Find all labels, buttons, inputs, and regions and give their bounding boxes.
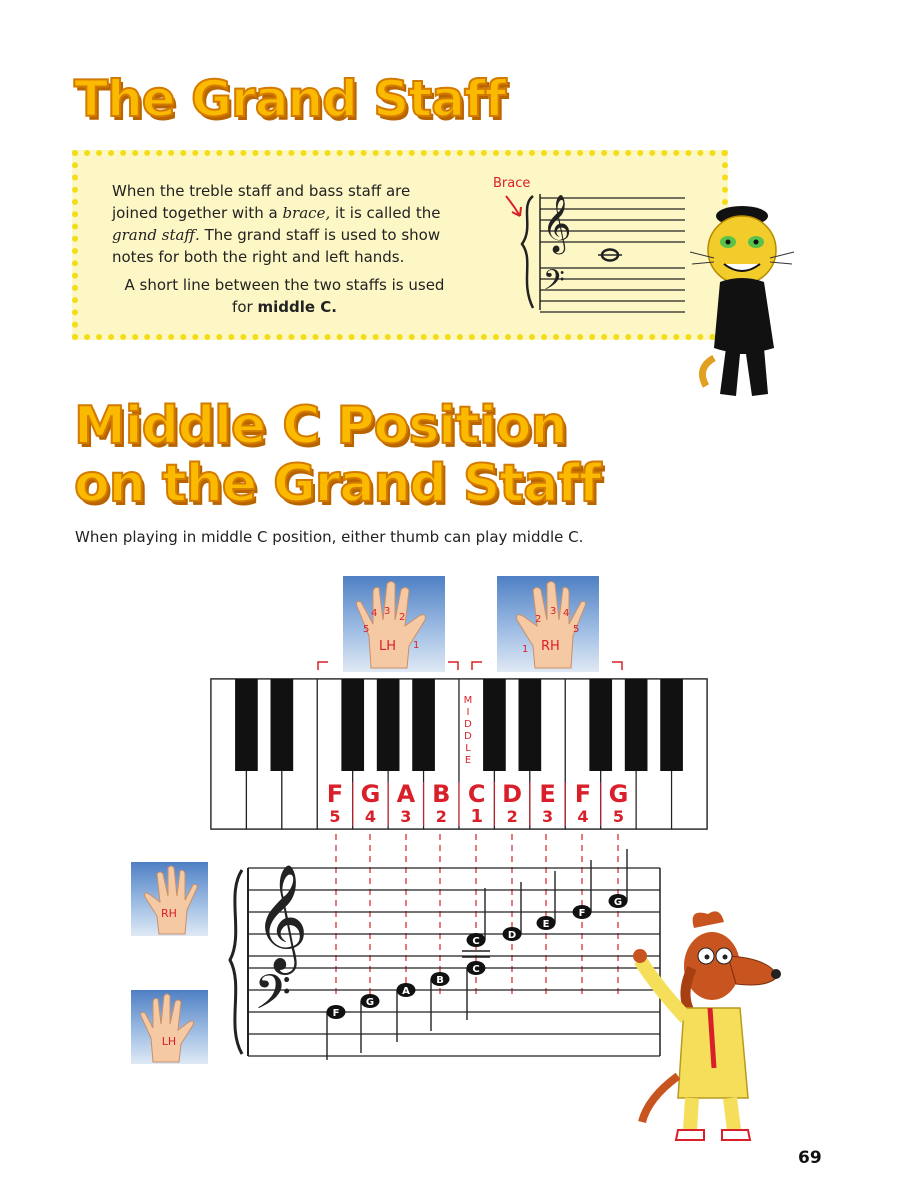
info-text-brace-term: brace, [282,204,331,222]
middle-letter: I [466,707,470,718]
black-key [235,679,258,771]
key-labels [327,780,628,827]
info-text-grand-staff-term: grand staff. [112,226,200,244]
small-grand-staff [500,178,690,328]
brace-icon [522,196,533,308]
dog-character-illustration [628,908,784,1144]
intro-sentence: When playing in middle C position, either thumb can play middle C. [75,528,584,546]
info-paragraph-2 [112,274,457,318]
info-text-segment: it is called the [330,204,441,222]
middle-letter: E [464,755,472,766]
key-finger-label: 2 [506,807,518,826]
note-letter: F [332,1008,340,1019]
key-note-label: A [396,780,416,808]
key-note-label: G [608,780,629,808]
key-finger-label: 5 [329,807,341,826]
note-letter: G [613,897,623,908]
key-finger-label: 1 [470,806,483,827]
grand-staff-brace-icon [230,870,242,1054]
left-hand-side-card [131,990,208,1064]
black-key [483,679,506,771]
bass-clef-icon: 𝄢 [543,264,565,304]
info-text-segment: A short line between the two staffs is used for [124,276,445,316]
rh-finger-1: 1 [522,644,529,655]
key-finger-label: 2 [435,807,447,826]
black-key [660,679,683,771]
bass-staff [248,968,660,1056]
note-letter: B [436,975,444,986]
lh-side-label: LH [161,1035,177,1048]
middle-letter: L [465,743,471,754]
info-text-segment: When the treble staff and bass staff are joined together with a [112,182,411,222]
position-brackets [300,656,640,676]
middle-letter: D [464,731,472,742]
treble-clef-icon: 𝄞 [542,194,572,252]
middle-letter: D [464,719,472,730]
lh-finger-4: 4 [371,608,378,619]
rh-finger-4: 4 [563,608,570,619]
black-key [519,679,542,771]
info-text-segment: The grand staff is used to show notes for both the right and left hands. [112,226,441,266]
key-finger-label: 4 [577,807,589,826]
rh-finger-2: 2 [535,614,542,625]
left-hand-small-icon [141,994,194,1062]
middle-label [464,695,473,766]
lh-finger-5: 5 [363,624,370,635]
lh-finger-1: 1 [413,640,420,651]
info-box-text [112,180,457,318]
key-note-label: E [539,780,556,808]
middle-letter: M [463,695,473,706]
key-finger-label: 3 [400,807,412,826]
key-finger-label: 5 [612,807,624,826]
lh-finger-2: 2 [399,612,406,623]
key-note-label: F [574,780,592,808]
black-key [589,679,612,771]
lh-label: LH [379,639,397,654]
note-letter: E [542,919,550,930]
section-title-line-2: on the Grand Staff [74,454,601,514]
key-finger-label: 4 [364,807,376,826]
key-note-label: G [360,780,381,808]
rh-finger-3: 3 [550,606,557,617]
info-text-middle-c-term: middle C. [257,298,337,316]
cat-character-illustration [686,198,798,402]
key-note-label: B [432,780,451,808]
note-letter: C [472,936,480,947]
key-finger-label: 3 [542,807,554,826]
page-number: 69 [798,1148,822,1168]
info-paragraph-1 [112,180,457,268]
grand-staff [220,834,670,1060]
note-letter: C [472,964,480,975]
rh-side-label: RH [161,907,177,920]
black-key [412,679,435,771]
black-key [377,679,400,771]
rh-label: RH [541,639,560,654]
rh-finger-5: 5 [573,624,580,635]
right-hand-side-card [131,862,208,936]
bass-clef-large-icon: 𝄢 [254,964,292,1032]
key-note-label: F [326,780,344,808]
note-letter: G [365,997,375,1008]
piano-keyboard [210,678,710,832]
key-note-label: C [467,780,486,808]
note-letter: F [578,908,586,919]
lh-finger-3: 3 [384,606,391,617]
treble-staff [248,868,660,956]
key-note-label: D [502,780,523,808]
section-title-line-1: Middle C Position [74,396,567,456]
treble-clef-large-icon: 𝄞 [254,863,309,970]
page-title-grand-staff: The Grand Staff [74,70,506,128]
note-letter: D [507,930,517,941]
right-hand-small-icon [145,866,198,934]
black-key [271,679,294,771]
black-key [341,679,364,771]
note-letter: A [402,986,410,997]
black-key [625,679,648,771]
brace-label: Brace [493,176,531,191]
